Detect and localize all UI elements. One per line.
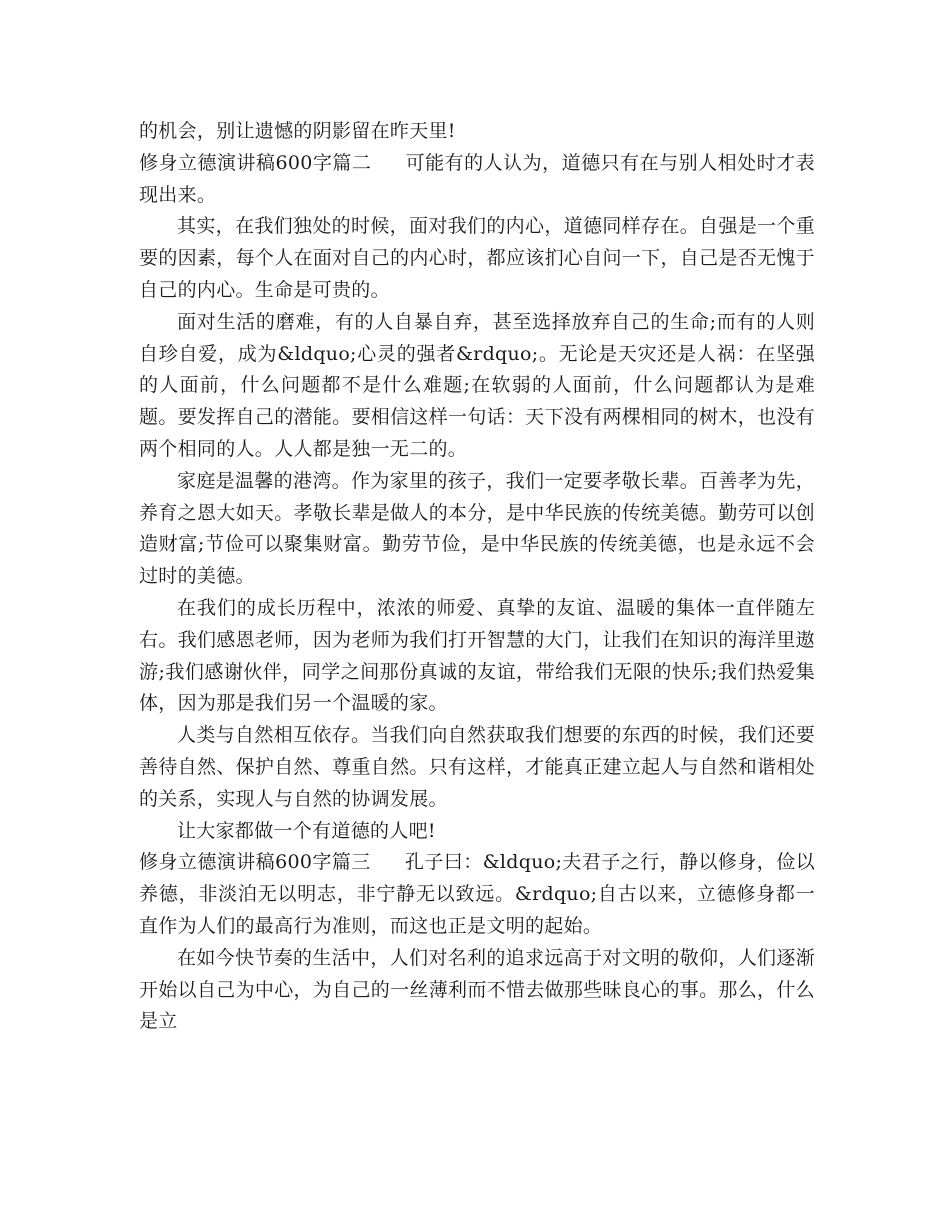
paragraph-text: 其实，在我们独处的时候，面对我们的内心，道德同样存在。自强是一个重要的因素，每个人在面对自己的内心时，都应该扪心自问一下，自己是否无愧于自己的内心。生命是可贵的。 bbox=[139, 215, 815, 301]
paragraph-text: 家庭是温馨的港湾。作为家里的孩子，我们一定要孝敬长辈。百善孝为先，养育之恩大如天。孝敬长辈是做人的本分，是中华民族的传统美德。勤劳可以创造财富;节俭可以聚集财富。勤劳节俭，是中华民族的传统美德，也是永远不会过时的美德。 bbox=[139, 469, 815, 588]
paragraph-text: 孔子曰：&ldquo;夫君子之行，静以修身，俭以养德，非淡泊无以明志，非宁静无以致远。&rdquo;自古以来，立德修身都一直作为人们的最高行为准则，而这也正是文明的起始。 bbox=[139, 851, 816, 937]
paragraph-continuation bbox=[139, 116, 815, 148]
document-body bbox=[139, 116, 815, 1038]
paragraph-text: 的机会，别让遗憾的阴影留在昨天里! bbox=[139, 120, 456, 142]
section-heading-3 bbox=[139, 847, 815, 942]
paragraph bbox=[139, 816, 815, 848]
paragraph-text: 面对生活的磨难，有的人自暴自弃，甚至选择放弃自己的生命;而有的人则自珍自爱，成为&ldquo;心灵的强者&rdquo;。无论是天灾还是人祸：在坚强的人面前，什么问题都不是什么难题;在软弱的人面前，什么问题都认为是难题。要发挥自己的潜能。要相信这样一句话：天下没有两棵相同的树木，也没有两个相同的人。人人都是独一无二的。 bbox=[139, 310, 815, 460]
paragraph-text: 在我们的成长历程中，浓浓的师爱、真挚的友谊、温暖的集体一直伴随左右。我们感恩老师，因为老师为我们打开智慧的大门，让我们在知识的海洋里遨游;我们感谢伙伴，同学之间那份真诚的友谊，带给我们无限的快乐;我们热爱集体，因为那是我们另一个温暖的家。 bbox=[139, 596, 815, 715]
paragraph-text: 人类与自然相互依存。当我们向自然获取我们想要的东西的时候，我们还要善待自然、保护自然、尊重自然。只有这样，才能真正建立起人与自然和谐相处的关系，实现人与自然的协调发展。 bbox=[139, 724, 815, 810]
paragraph bbox=[139, 211, 815, 306]
section-heading-2 bbox=[139, 148, 815, 212]
paragraph bbox=[139, 720, 815, 815]
paragraph bbox=[139, 943, 815, 1038]
paragraph bbox=[139, 593, 815, 720]
paragraph-text: 让大家都做一个有道德的人吧! bbox=[177, 819, 436, 842]
paragraph bbox=[139, 307, 815, 466]
section-title: 修身立德演讲稿600字篇二 bbox=[139, 151, 372, 174]
paragraph bbox=[139, 466, 815, 593]
paragraph-text: 在如今快节奏的生活中，人们对名利的追求远高于对文明的敬仰，人们逐渐开始以自己为中心，为自己的一丝薄利而不惜去做那些昧良心的事。那么，什么是立 bbox=[139, 946, 815, 1033]
paragraph-text: 可能有的人认为，道德只有在与别人相处时才表现出来。 bbox=[139, 151, 815, 206]
section-title: 修身立德演讲稿600字篇三 bbox=[139, 851, 371, 874]
